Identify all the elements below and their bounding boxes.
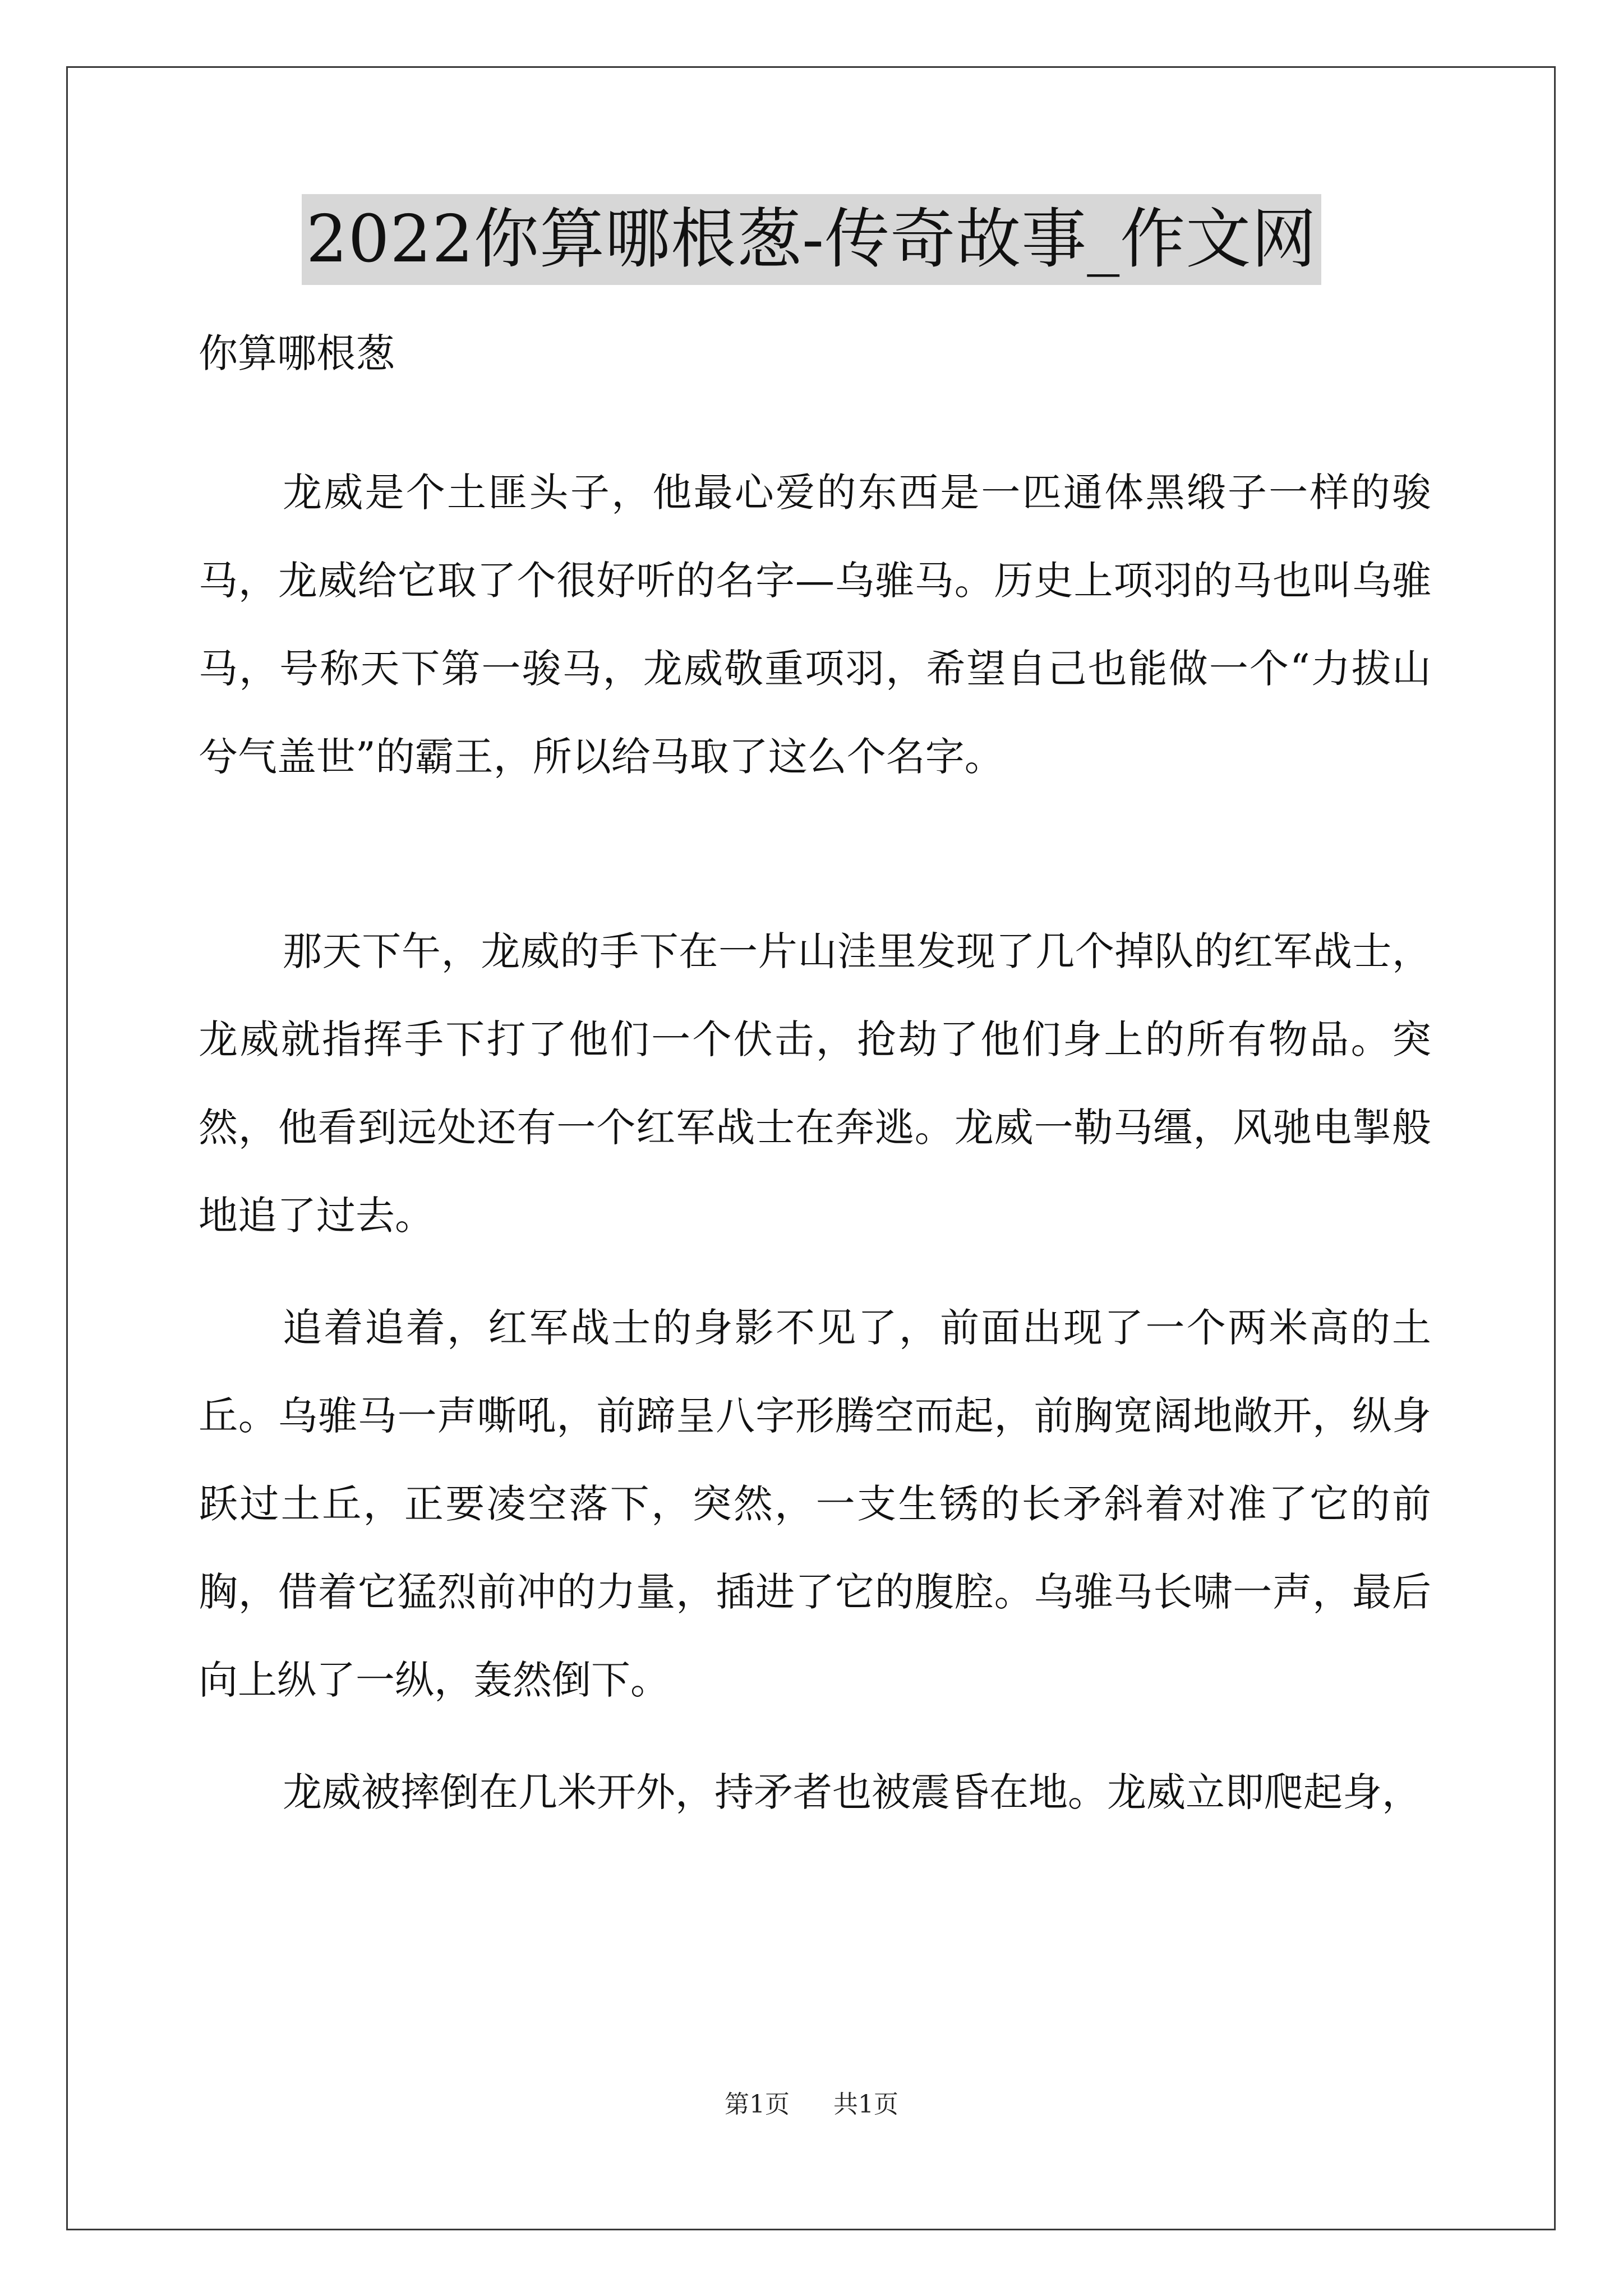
- title-container: [0, 194, 1623, 285]
- document-body: [199, 314, 1431, 1837]
- page-footer: [0, 2088, 1623, 2122]
- document-title: 2022你算哪根葱-传奇故事_作文网: [302, 194, 1321, 285]
- paragraph-3: 追着追着，红军战士的身影不见了，前面出现了一个两米高的土丘。乌骓马一声嘶吼，前蹄呈八字形腾空而起，前胸宽阔地敞开，纵身跃过土丘，正要凌空落下，突然，一支生锈的长矛斜着对准了它的前胸，借着它猛烈前冲的力量，插进了它的腹腔。乌骓马长啸一声，最后向上纵了一纵，轰然倒下。: [199, 1305, 1431, 1703]
- paragraph-2: 那天下午，龙威的手下在一片山洼里发现了几个掉队的红军战士，龙威就指挥手下打了他们一个伏击，抢劫了他们身上的所有物品。突然，他看到远处还有一个红军战士在奔逃。龙威一勒马缰，风驰电掣般地追了过去。: [199, 928, 1431, 1239]
- page-number-label: 第1页: [725, 2090, 790, 2119]
- paragraph-1: 龙威是个土匪头子，他最心爱的东西是一匹通体黑缎子一样的骏马，龙威给它取了个很好听的名字—乌骓马。历史上项羽的马也叫乌骓马，号称天下第一骏马，龙威敬重项羽，希望自己也能做一个“力拔山兮气盖世”的霸王，所以给马取了这么个名字。: [199, 470, 1431, 780]
- page-total-label: 共1页: [833, 2090, 898, 2119]
- paragraph-4: 龙威被摔倒在几米开外，持矛者也被震昏在地。龙威立即爬起身，: [283, 1769, 1421, 1815]
- document-subtitle: 你算哪根葱: [199, 330, 395, 376]
